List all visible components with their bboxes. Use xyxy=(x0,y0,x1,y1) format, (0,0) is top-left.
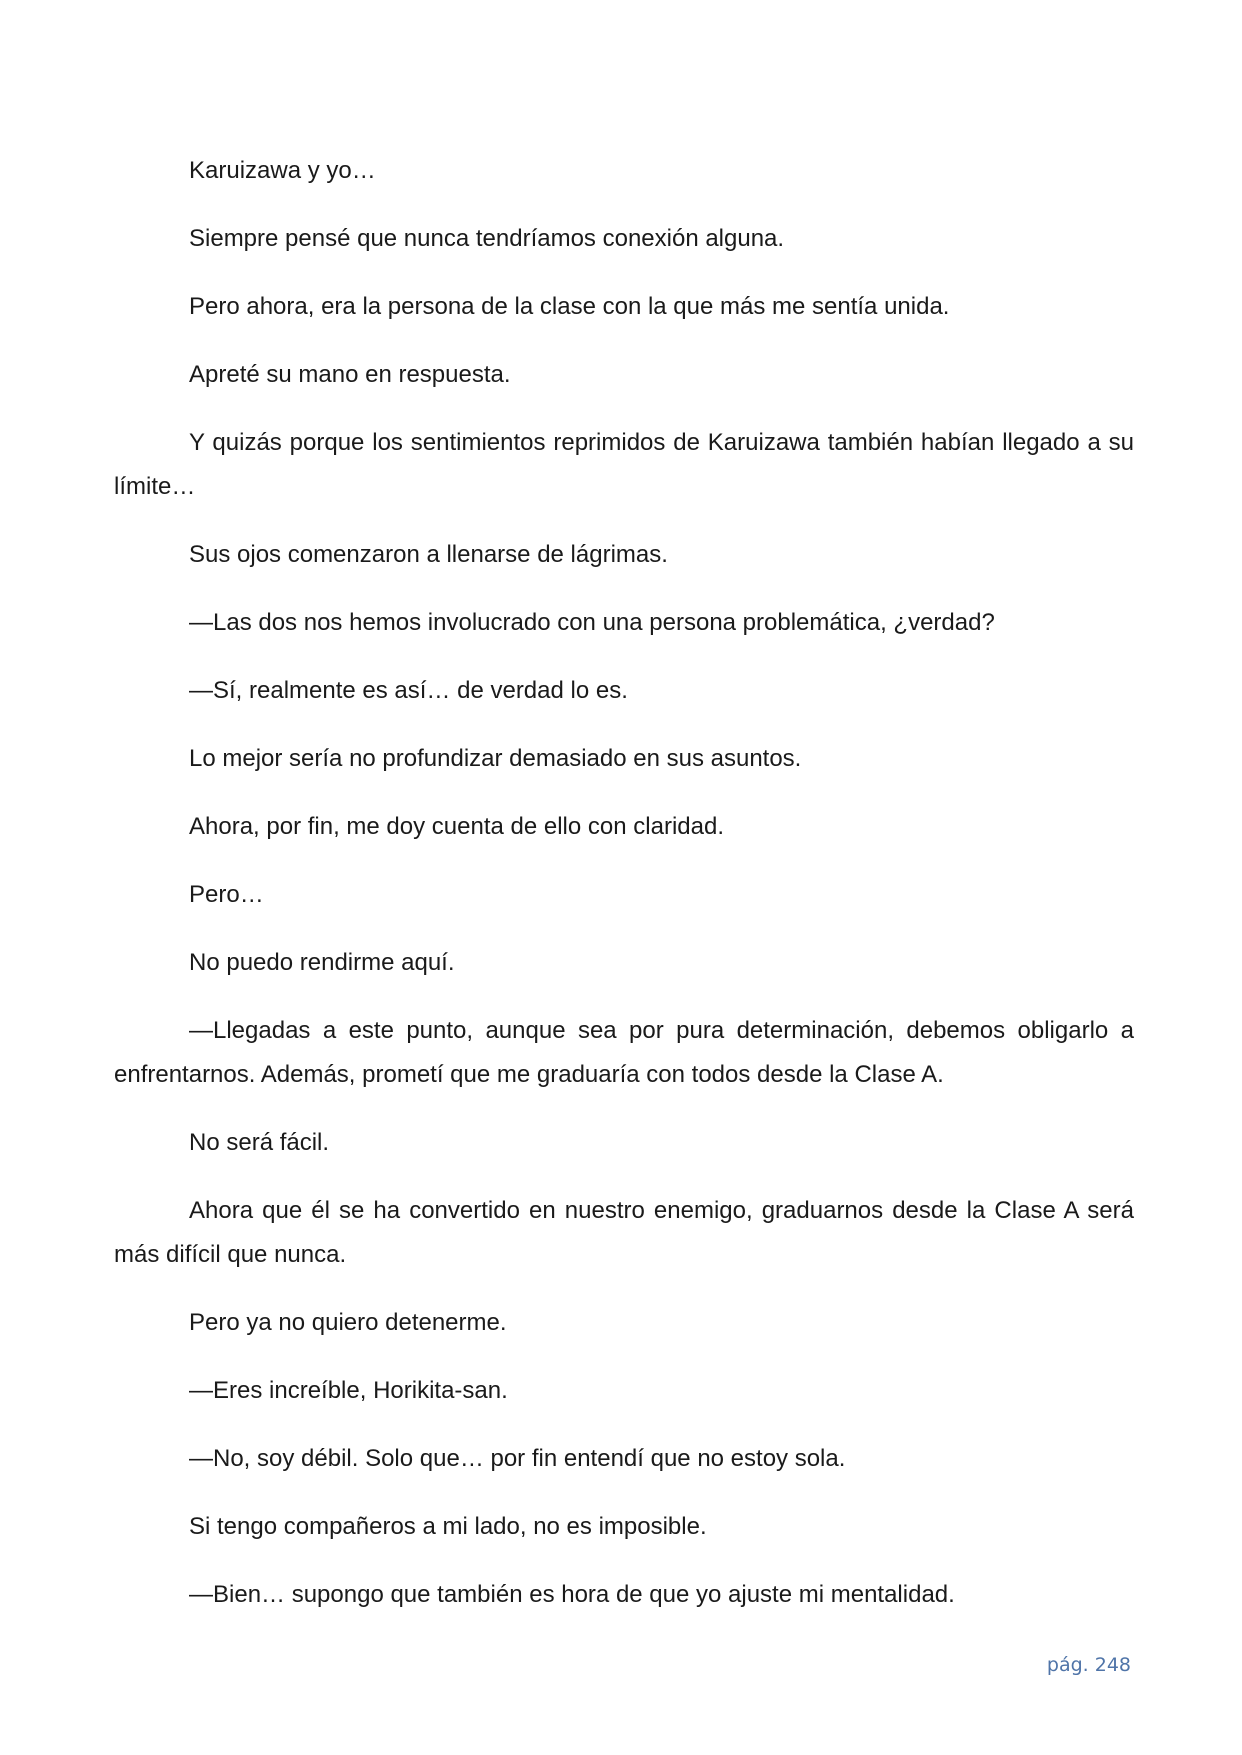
paragraph: —Eres increíble, Horikita-san. xyxy=(189,1377,508,1404)
paragraph: Pero… xyxy=(189,881,264,908)
paragraph: Ahora, por fin, me doy cuenta de ello con claridad. xyxy=(189,813,724,840)
body-text xyxy=(114,149,1134,1641)
paragraph: No será fácil. xyxy=(189,1129,330,1156)
page-number: pág. 248 xyxy=(1046,1654,1131,1676)
paragraph: Si tengo compañeros a mi lado, no es imposible. xyxy=(189,1513,707,1540)
paragraph: —Las dos nos hemos involucrado con una persona problemática, ¿verdad? xyxy=(189,609,995,636)
paragraph: Pero ya no quiero detenerme. xyxy=(189,1309,507,1336)
paragraph: —Bien… supongo que también es hora de que yo ajuste mi mentalidad. xyxy=(189,1581,955,1608)
paragraph: —No, soy débil. Solo que… por fin entendí que no estoy sola. xyxy=(189,1445,846,1472)
paragraph: Pero ahora, era la persona de la clase con la que más me sentía unida. xyxy=(189,293,950,320)
paragraph: No puedo rendirme aquí. xyxy=(189,949,455,976)
paragraph: Y quizás porque los sentimientos reprimidos de Karuizawa también habían llegado a su límite… xyxy=(114,429,1134,500)
paragraph: Lo mejor sería no profundizar demasiado en sus asuntos. xyxy=(189,745,802,772)
paragraph: Sus ojos comenzaron a llenarse de lágrimas. xyxy=(189,541,668,568)
paragraph: Ahora que él se ha convertido en nuestro enemigo, graduarnos desde la Clase A será más difícil que nunca. xyxy=(114,1197,1134,1268)
paragraph: —Llegadas a este punto, aunque sea por pura determinación, debemos obligarlo a enfrentarnos. Además, prometí que me graduaría con todos desde la Clase A. xyxy=(114,1017,1134,1088)
paragraph: Apreté su mano en respuesta. xyxy=(189,361,511,388)
paragraph: Siempre pensé que nunca tendríamos conexión alguna. xyxy=(189,225,785,252)
paragraph: Karuizawa y yo… xyxy=(189,157,376,184)
paragraph: —Sí, realmente es así… de verdad lo es. xyxy=(189,677,628,704)
